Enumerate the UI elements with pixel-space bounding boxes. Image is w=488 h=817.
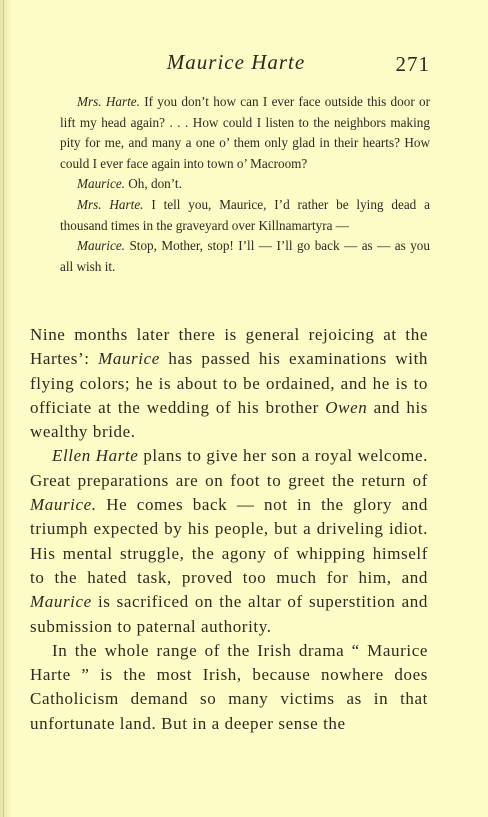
character-name: Maurice: [98, 349, 160, 369]
dialogue-text: I tell you, Maurice, I’d rather be lying dead a thousand times in the graveyard over Killnamartyra —: [60, 196, 430, 233]
paragraph: [30, 444, 428, 638]
paragraph-text: and his wealthy bride.: [30, 397, 428, 442]
dialogue-text: Oh, don’t.: [128, 176, 182, 192]
speaker-name: Mrs. Harte.: [77, 196, 144, 212]
dialogue-block: [60, 92, 430, 277]
dialogue-text: If you don’t how can I ever face outside this door or lift my head again? . . . How could I listen to the neighbors making pity for me, and many a one o’ them only glad in their hearts? How could I ever face again into town o’ Macroom?: [60, 94, 430, 171]
dialogue-line: [60, 236, 430, 277]
speaker-name: Mrs. Harte.: [77, 94, 140, 109]
body-text: [30, 323, 428, 736]
paragraph-text: Nine months later there is general rejoicing at the Hartes’:: [30, 325, 428, 369]
paragraph-text: In the whole range of the Irish drama “ Maurice Harte ” is the most Irish, because nowhere does Catholicism demand so many victims as in that unfortunate land. But in a deeper sense the: [30, 640, 428, 733]
page-header: [0, 50, 488, 80]
paragraph-text: plans to give her son a royal welcome. Great preparations are on foot to greet the return of: [30, 446, 428, 490]
page-edge-shadow: [0, 0, 12, 817]
paragraph-text: He comes back — not in the glory and triumph expected by his people, but a driveling idiot. His mental struggle, the agony of whipping himself to the hated task, proved too much for him, and: [30, 495, 428, 587]
character-name: Ellen Harte: [52, 446, 139, 466]
speaker-name: Maurice.: [77, 238, 125, 254]
page-edge-line: [3, 0, 4, 817]
dialogue-line: [60, 174, 430, 195]
paragraph-text: is sacrificed on the altar of superstition and submission to paternal authority.: [30, 592, 428, 636]
dialogue-text: Stop, Mother, stop! I’ll — I’ll go back — as — as you all wish it.: [60, 238, 430, 274]
paragraph-text: has passed his examinations with flying colors; he is about to be ordained, and he is to officiate at the wedding of his brother: [30, 349, 428, 417]
dialogue-line: [60, 92, 430, 174]
character-name: Owen: [325, 397, 368, 417]
page-number: 271: [395, 52, 430, 76]
running-title: Maurice Harte: [166, 50, 306, 74]
paragraph: [30, 639, 428, 736]
paragraph: [30, 323, 428, 444]
character-name: Maurice: [30, 592, 92, 612]
character-name: Maurice.: [30, 495, 97, 515]
dialogue-line: [60, 195, 430, 236]
speaker-name: Maurice.: [77, 176, 125, 192]
